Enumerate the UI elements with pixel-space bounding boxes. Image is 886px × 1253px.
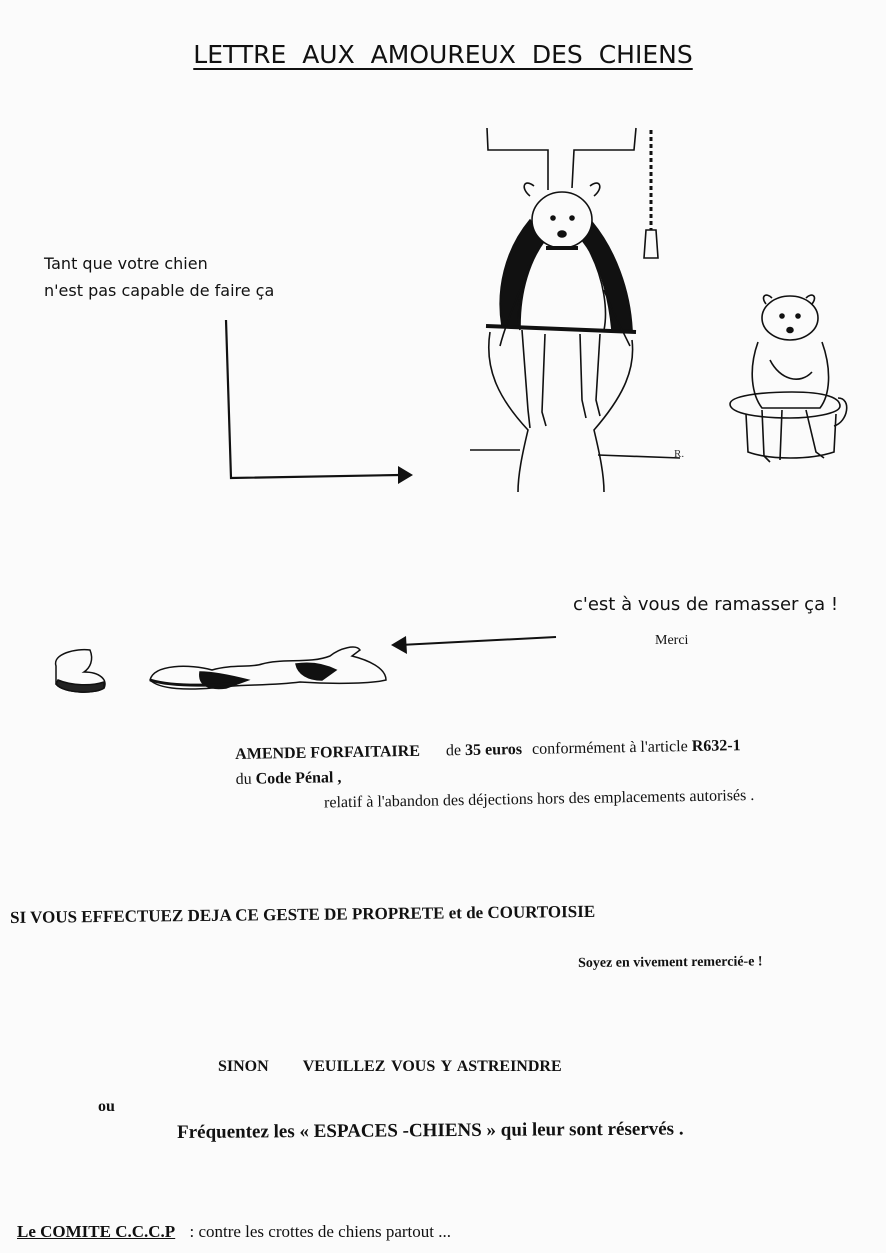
fine-notice xyxy=(235,733,755,817)
footer xyxy=(17,1222,451,1242)
fine-code: Code Pénal , xyxy=(255,769,342,788)
arrow-to-toilet-icon xyxy=(226,320,413,484)
page-title: LETTRE AUX AMOUREUX DES CHIENS xyxy=(193,40,693,69)
fine-article: R632-1 xyxy=(691,737,741,756)
caption-line-1: Tant que votre chien xyxy=(44,254,208,273)
ou-text: ou xyxy=(98,1098,115,1115)
fine-du: du xyxy=(235,770,252,788)
dog-on-potty-icon xyxy=(730,295,847,462)
astreindre-text: VEUILLEZ VOUS Y ASTREINDRE xyxy=(302,1058,562,1075)
sinon-text: SINON xyxy=(218,1058,269,1075)
footer-slogan: contre les crottes de chiens partout ... xyxy=(198,1222,451,1241)
droppings-icon xyxy=(56,647,386,692)
artist-initial: R. xyxy=(674,448,685,460)
fine-amount: 35 euros xyxy=(464,740,523,759)
pickup-text: c'est à vous de ramasser ça ! xyxy=(573,594,839,615)
fine-article-text: conformément à l'article xyxy=(531,738,688,758)
otherwise-line xyxy=(218,1058,562,1076)
dog-on-toilet-icon xyxy=(470,128,684,492)
committee-signature: Le COMITE C.C.C.P xyxy=(17,1222,176,1241)
fine-relatif: relatif à l'abandon des déjections hors des emplacements autorisés . xyxy=(323,786,755,812)
caption-line-2: n'est pas capable de faire ça xyxy=(44,281,275,300)
fine-de: de xyxy=(445,742,462,760)
thanks-line: Soyez en vivement remercié-e ! xyxy=(578,954,763,971)
arrow-to-droppings-icon xyxy=(391,636,556,654)
courtesy-line: SI VOUS EFFECTUEZ DEJA CE GESTE DE PROPRETE et de COURTOISIE xyxy=(10,901,596,927)
merci-text: Merci xyxy=(655,633,689,648)
footer-colon: : xyxy=(185,1222,199,1241)
fine-label: AMENDE FORFAITAIRE xyxy=(235,742,421,763)
frequentez-line: Fréquentez les « ESPACES -CHIENS » qui leur sont réservés . xyxy=(177,1118,684,1143)
